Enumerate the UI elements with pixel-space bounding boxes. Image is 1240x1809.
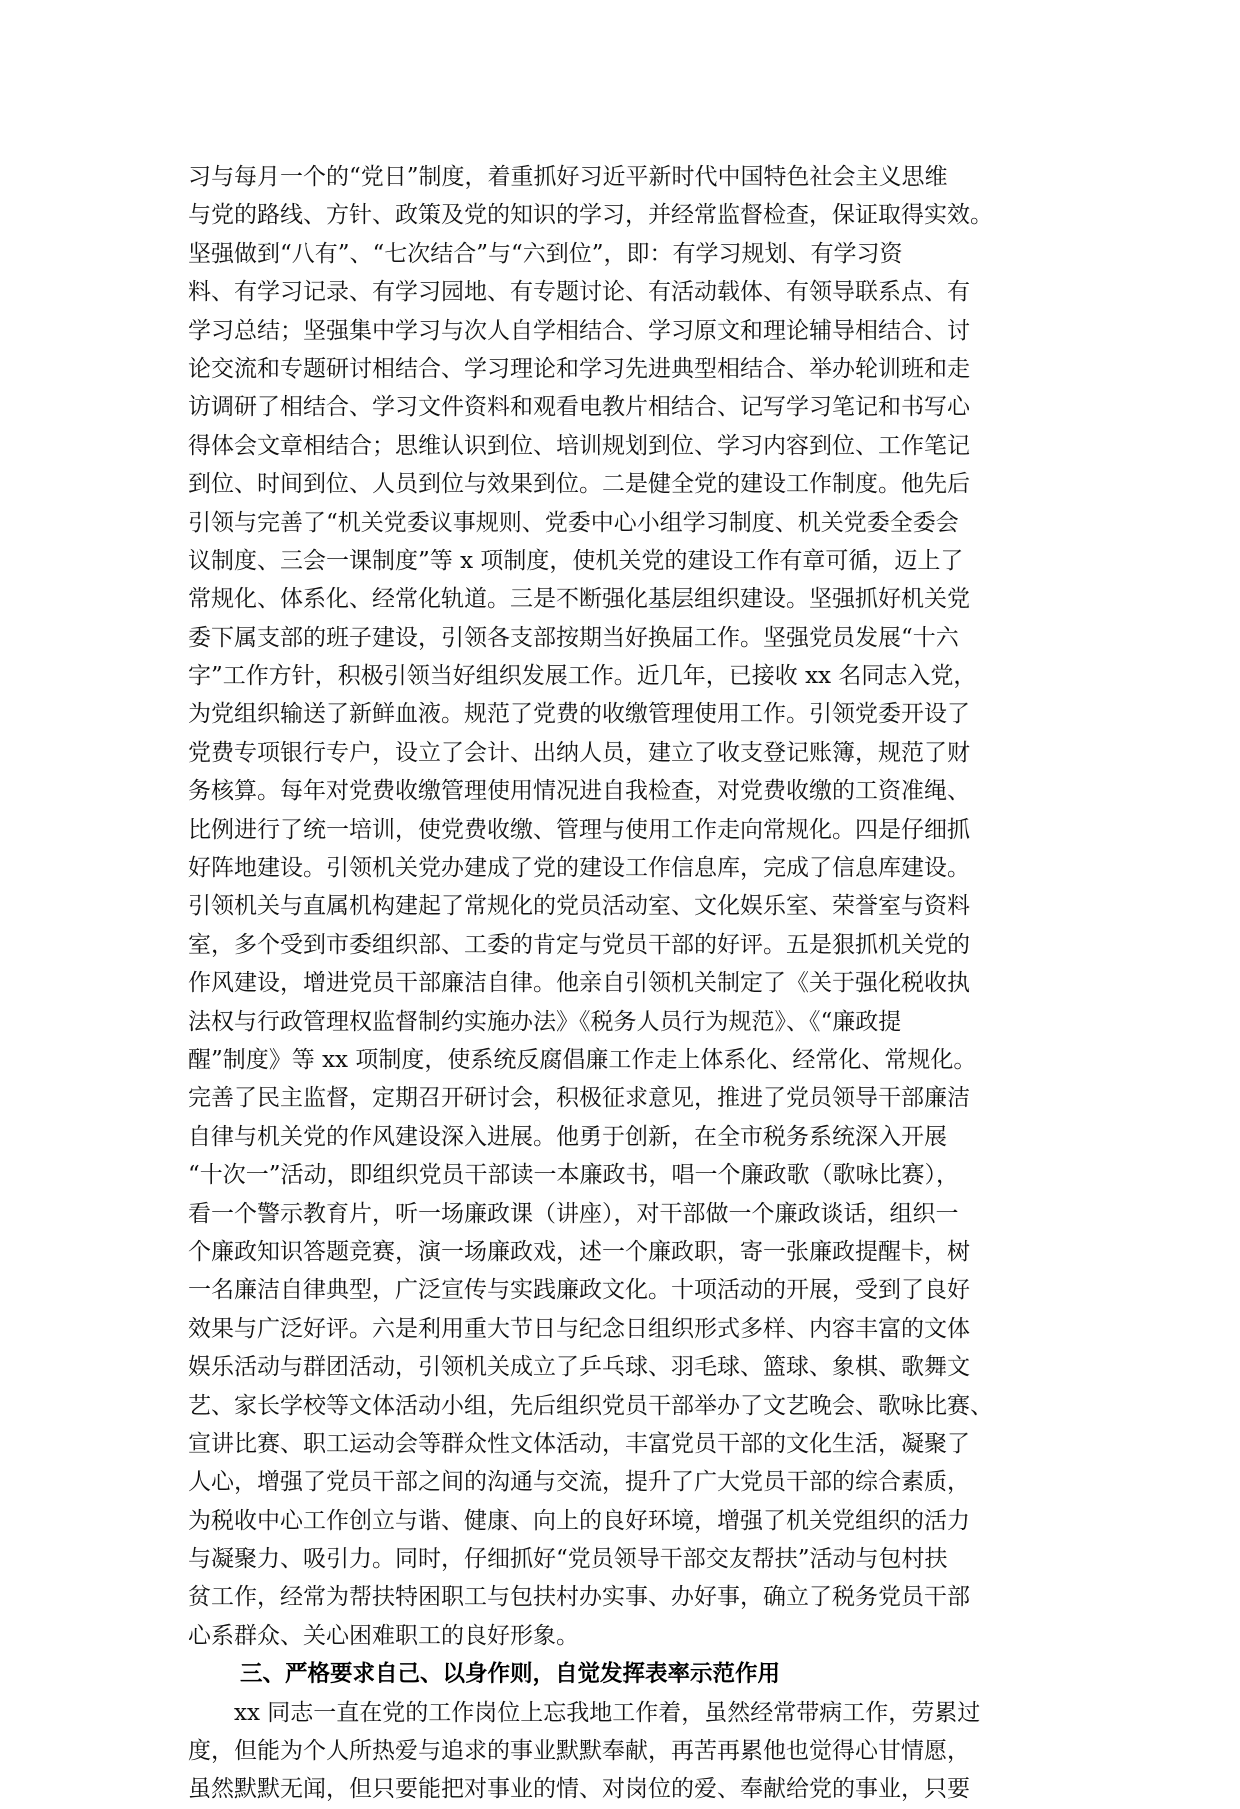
body-paragraph: [188, 158, 1048, 1655]
document-body: [188, 158, 1048, 1809]
text-line: 娱乐活动与群团活动，引领机关成立了乒乓球、羽毛球、篮球、象棋、歌舞文: [188, 1354, 970, 1381]
text-line: 字”工作方针，积极引领当好组织发展工作。近几年，已接收 xx 名同志入党，: [188, 663, 977, 690]
text-line: 到位、时间到位、人员到位与效果到位。二是健全党的建设工作制度。他先后: [188, 471, 970, 498]
text-line: 议制度、三会一课制度”等 x 项制度，使机关党的建设工作有章可循，迈上了: [188, 547, 964, 574]
text-line: 访调研了相结合、学习文件资料和观看电教片相结合、记写学习笔记和书写心: [188, 394, 970, 421]
text-line: 与党的路线、方针、政策及党的知识的学习，并经常监督检查，保证取得实效。: [188, 202, 993, 229]
text-line: 心系群众、关心困难职工的良好形象。: [188, 1622, 579, 1649]
text-line: 法权与行政管理权监督制约实施办法》《税务人员行为规范》、《“廉政提: [188, 1008, 902, 1035]
text-line: 醒”制度》等 xx 项制度，使系统反腐倡廉工作走上体系化、经常化、常规化。: [188, 1046, 977, 1073]
text-line: 宣讲比赛、职工运动会等群众性文体活动，丰富党员干部的文化生活，凝聚了: [188, 1430, 970, 1457]
text-line: 比例进行了统一培训，使党费收缴、管理与使用工作走向常规化。四是仔细抓: [188, 816, 970, 843]
text-line: 为党组织输送了新鲜血液。规范了党费的收缴管理使用工作。引领党委开设了: [188, 701, 970, 728]
text-line: 效果与广泛好评。六是利用重大节日与纪念日组织形式多样、内容丰富的文体: [188, 1315, 970, 1342]
text-line: 党费专项银行专户，设立了会计、出纳人员，建立了收支登记账簿，规范了财: [188, 739, 970, 766]
text-line: 料、有学习记录、有学习园地、有专题讨论、有活动载体、有领导联系点、有: [188, 279, 970, 306]
text-line: 作风建设，增进党员干部廉洁自律。他亲自引领机关制定了《关于强化税收执: [188, 970, 970, 997]
text-line: 与凝聚力、吸引力。同时，仔细抓好“党员领导干部交友帮扶”活动与包村扶: [188, 1546, 948, 1573]
text-line: “十次一”活动，即组织党员干部读一本廉政书，唱一个廉政歌（歌咏比赛），: [188, 1162, 960, 1189]
text-line: 室，多个受到市委组织部、工委的肯定与党员干部的好评。五是狠抓机关党的: [188, 931, 970, 958]
text-line: xx 同志一直在党的工作岗位上忘我地工作着，虽然经常带病工作，劳累过: [234, 1699, 981, 1726]
section-paragraph: [188, 1694, 1048, 1809]
text-line: 务核算。每年对党费收缴管理使用情况进自我检查，对党费收缴的工资准绳、: [188, 778, 970, 805]
text-line: 一名廉洁自律典型，广泛宣传与实践廉政文化。十项活动的开展，受到了良好: [188, 1277, 970, 1304]
text-line: 个廉政知识答题竞赛，演一场廉政戏，述一个廉政职，寄一张廉政提醒卡，树: [188, 1238, 970, 1265]
text-line: 常规化、体系化、经常化轨道。三是不断强化基层组织建设。坚强抓好机关党: [188, 586, 970, 613]
text-line: 学习总结；坚强集中学习与次人自学相结合、学习原文和理论辅导相结合、讨: [188, 317, 970, 344]
text-line: 引领机关与直属机构建起了常规化的党员活动室、文化娱乐室、荣誉室与资料: [188, 893, 970, 920]
text-line: 贫工作，经常为帮扶特困职工与包扶村办实事、办好事，确立了税务党员干部: [188, 1584, 970, 1611]
text-line: 论交流和专题研讨相结合、学习理论和学习先进典型相结合、举办轮训班和走: [188, 355, 970, 382]
text-line: 自律与机关党的作风建设深入进展。他勇于创新，在全市税务系统深入开展: [188, 1123, 947, 1150]
text-line: 委下属支部的班子建设，引领各支部按期当好换届工作。坚强党员发展“十六: [188, 624, 959, 651]
text-line: 好阵地建设。引领机关党办建成了党的建设工作信息库，完成了信息库建设。: [188, 855, 970, 882]
text-line: 坚强做到“八有”、“七次结合”与“六到位”，即：有学习规划、有学习资: [188, 240, 903, 267]
text-line: 虽然默默无闻，但只要能把对事业的情、对岗位的爱、奉献给党的事业，只要: [188, 1776, 970, 1803]
text-line: 度，但能为个人所热爱与追求的事业默默奉献，再苦再累他也觉得心甘情愿，: [188, 1738, 970, 1765]
text-line: 引领与完善了“机关党委议事规则、党委中心小组学习制度、机关党委全委会: [188, 509, 959, 536]
text-line: 为税收中心工作创立与谐、健康、向上的良好环境，增强了机关党组织的活力: [188, 1507, 970, 1534]
text-line: 得体会文章相结合；思维认识到位、培训规划到位、学习内容到位、工作笔记: [188, 432, 970, 459]
section-heading: 三、严格要求自己、以身作则，自觉发挥表率示范作用: [240, 1661, 781, 1688]
text-line: 人心，增强了党员干部之间的沟通与交流，提升了广大党员干部的综合素质，: [188, 1469, 970, 1496]
text-line: 完善了民主监督，定期召开研讨会，积极征求意见，推进了党员领导干部廉洁: [188, 1085, 970, 1112]
text-line: 习与每月一个的“党日”制度，着重抓好习近平新时代中国特色社会主义思维: [188, 164, 948, 190]
text-line: 艺、家长学校等文体活动小组，先后组织党员干部举办了文艺晚会、歌咏比赛、: [188, 1392, 993, 1419]
text-line: 看一个警示教育片，听一场廉政课（讲座），对干部做一个廉政谈话，组织一: [188, 1200, 959, 1227]
